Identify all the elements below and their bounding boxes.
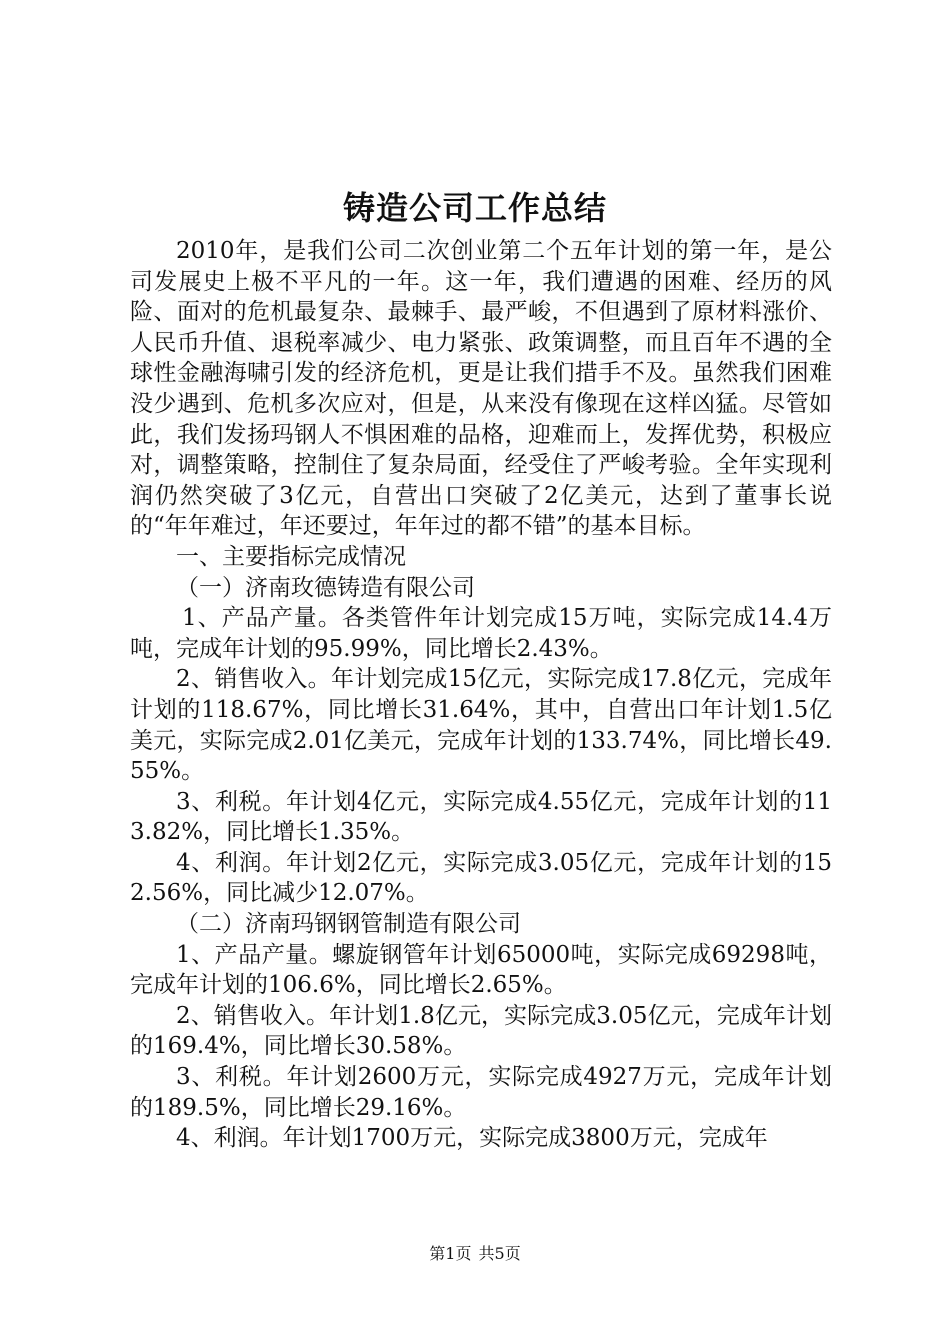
page-number: 第1页: [429, 1244, 472, 1263]
page-footer: [0, 1243, 950, 1265]
document-body: [130, 236, 832, 1154]
paragraph-company1-profit: 4、利润。年计划2亿元，实际完成3.05亿元，完成年计划的152.56%，同比减少12.07%。: [130, 849, 832, 907]
paragraph-company1-output: 1、产品产量。各类管件年计划完成15万吨，实际完成14.4万吨，完成年计划的95.99%，同比增长2.43%。: [130, 605, 832, 662]
document-title: 铸造公司工作总结: [342, 189, 607, 227]
paragraph-company1-tax: 3、利税。年计划4亿元，实际完成4.55亿元，完成年计划的113.82%，同比增长1.35%。: [130, 788, 832, 846]
page-total: 共5页: [478, 1244, 521, 1263]
paragraph-company1-sales: 2、销售收入。年计划完成15亿元，实际完成17.8亿元，完成年计划的118.67%，同比增长31.64%，其中，自营出口年计划1.5亿美元，实际完成2.01亿美元，完成年计划的133.74%，同比增长49.55%。: [130, 666, 832, 785]
paragraph-company2-sales: 2、销售收入。年计划1.8亿元，实际完成3.05亿元，完成年计划的169.4%，同比增长30.58%。: [130, 1002, 832, 1060]
subsection-heading-company-2: （二）济南玛钢钢管制造有限公司: [176, 911, 521, 938]
paragraph-company2-tax: 3、利税。年计划2600万元，实际完成4927万元，完成年计划的189.5%，同比增长29.16%。: [130, 1064, 832, 1121]
paragraph-intro: 2010年，是我们公司二次创业第二个五年计划的第一年，是公司发展史上极不平凡的一年。这一年，我们遭遇的困难、经历的风险、面对的危机最复杂、最棘手、最严峻，不但遇到了原材料涨价、人民币升值、退税率减少、电力紧张、政策调整，而且百年不遇的全球性金融海啸引发的经济危机，更是让我们措手不及。虽然我们困难没少遇到、危机多次应对，但是，从来没有像现在这样凶猛。尽管如此，我们发扬玛钢人不惧困难的品格，迎难而上，发挥优势，积极应对，调整策略，控制住了复杂局面，经受住了严峻考验。全年实现利润仍然突破了3亿元，自营出口突破了2亿美元，达到了董事长说的“年年难过，年还要过，年年过的都不错”的基本目标。: [130, 238, 832, 540]
paragraph-company2-output: 1、产品产量。螺旋钢管年计划65000吨，实际完成69298吨，完成年计划的106.6%，同比增长2.65%。: [130, 941, 832, 999]
section-heading-main-indicators: 一、主要指标完成情况: [176, 543, 406, 570]
subsection-heading-company-1: （一）济南玫德铸造有限公司: [176, 574, 475, 601]
paragraph-company2-profit: 4、利润。年计划1700万元，实际完成3800万元，完成年: [176, 1125, 768, 1152]
